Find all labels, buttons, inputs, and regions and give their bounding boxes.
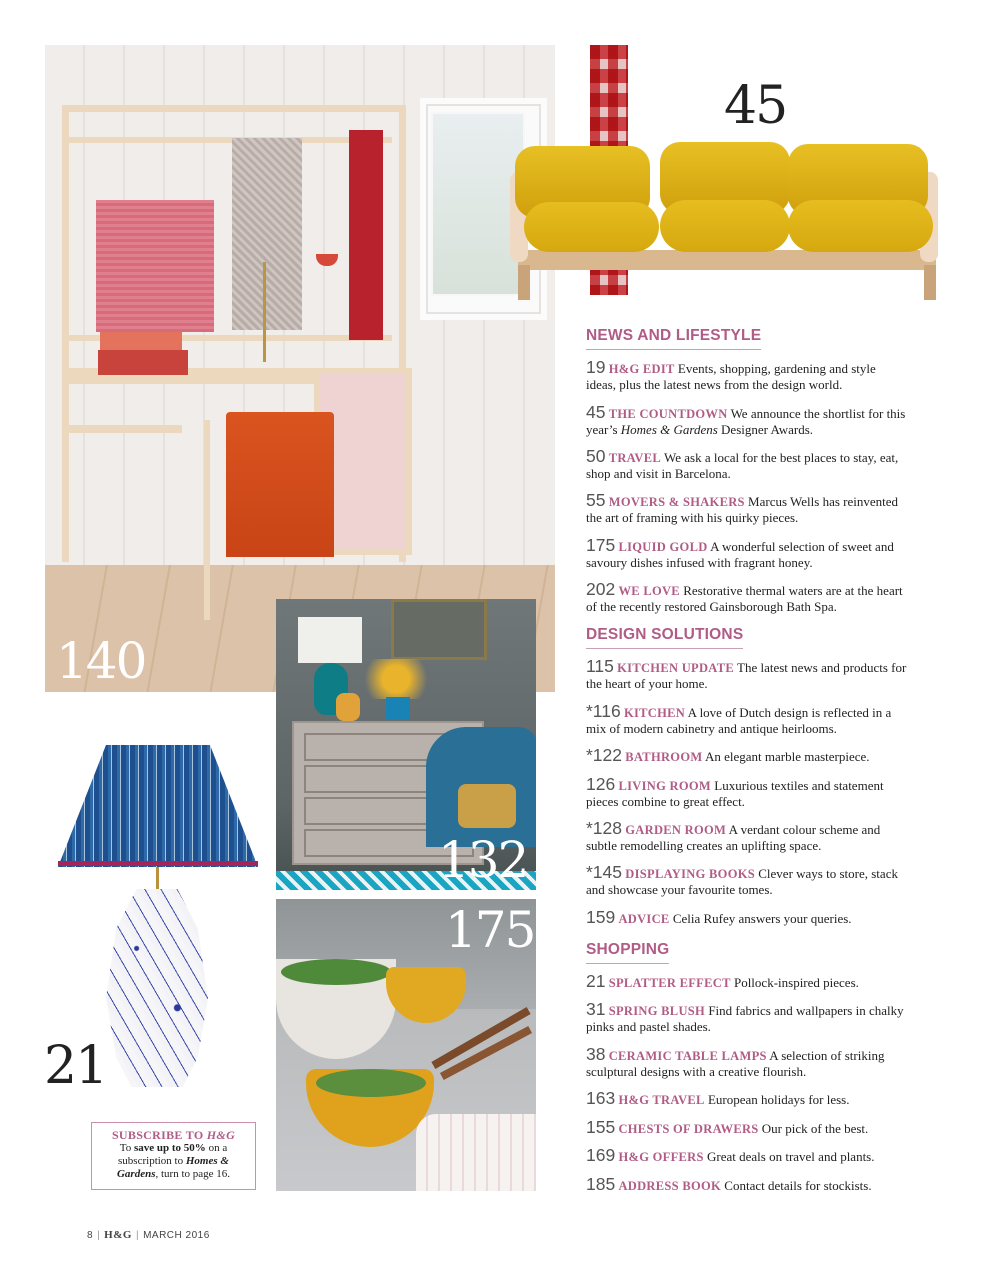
- entry-keyword: ADDRESS BOOK: [618, 1179, 722, 1193]
- contents-entry[interactable]: [586, 864, 908, 898]
- brass-lamp: [263, 262, 280, 362]
- entry-description: Clever ways to store, stack and showcase your favourite tomes.: [586, 866, 898, 897]
- entry-page-number: 31: [586, 999, 606, 1019]
- entry-description: European holidays for less.: [704, 1092, 850, 1107]
- contents-entry[interactable]: [586, 658, 908, 692]
- entry-description: A selection of striking sculptural designs with a creative flourish.: [586, 1048, 885, 1079]
- entry-page-number: *116: [586, 701, 621, 721]
- subscribe-title: SUBSCRIBE TO H&G: [111, 1128, 236, 1142]
- entry-page-number: 169: [586, 1145, 616, 1165]
- entry-keyword: H&G TRAVEL: [618, 1093, 705, 1107]
- page-number-132: 132: [438, 831, 528, 889]
- entry-page-number: *128: [586, 818, 623, 838]
- entry-emphasis: Homes & Gardens: [620, 422, 718, 437]
- sofa-leg-left: [518, 265, 530, 300]
- contents-entry[interactable]: [586, 973, 908, 991]
- contents-entry[interactable]: [586, 404, 908, 438]
- entry-page-number: 38: [586, 1044, 606, 1064]
- pink-textile: [96, 200, 214, 332]
- entry-keyword: H&G OFFERS: [618, 1150, 704, 1164]
- contents-entry[interactable]: [586, 359, 908, 393]
- red-textile: [349, 130, 383, 340]
- sofa-seat-2: [660, 200, 790, 252]
- entry-keyword: CERAMIC TABLE LAMPS: [608, 1049, 767, 1063]
- entry-keyword: SPLATTER EFFECT: [608, 976, 731, 990]
- entry-keyword: ADVICE: [618, 912, 670, 926]
- entry-description: The latest news and products for the heart of your home.: [586, 660, 907, 691]
- subscribe-box[interactable]: [91, 1122, 256, 1190]
- entry-keyword: CHESTS OF DRAWERS: [618, 1122, 759, 1136]
- splatter-base: [106, 889, 208, 1087]
- mirror: [391, 599, 487, 660]
- yellow-flowers: [356, 659, 436, 699]
- subscribe-line-2: subscription to Homes &: [118, 1155, 229, 1167]
- lamp-stem: [156, 867, 159, 889]
- lower-shelf: [62, 425, 182, 433]
- entry-page-number: 19: [586, 357, 606, 377]
- entry-description: An elegant marble masterpiece.: [702, 749, 870, 764]
- entry-description: We announce the shortlist for this year’s: [586, 406, 906, 437]
- entry-page-number: 50: [586, 446, 606, 466]
- contents-entry[interactable]: [586, 703, 908, 737]
- contents-entry[interactable]: [586, 747, 908, 765]
- entry-page-number: 202: [586, 579, 616, 599]
- blue-pot: [386, 697, 410, 719]
- sofa-seat-1: [524, 202, 659, 252]
- entry-description: Marcus Wells has reinvented the art of framing with his quirky pieces.: [586, 494, 899, 525]
- red-box: [98, 350, 188, 375]
- contents-entry[interactable]: [586, 492, 908, 526]
- entry-description: A verdant colour scheme and subtle remodelling creates an uplifting space.: [586, 822, 881, 853]
- entry-description: Luxurious textiles and statement pieces combine to great effect.: [586, 778, 884, 809]
- magazine-logo: H&G: [104, 1229, 132, 1241]
- entry-keyword: H&G EDIT: [608, 362, 675, 376]
- coral-box: [100, 332, 182, 350]
- entry-description: Find fabrics and wallpapers in chalky pinks and pastel shades.: [586, 1003, 904, 1034]
- entry-keyword: SPRING BLUSH: [608, 1004, 706, 1018]
- page-footer: 8 | H&G | MARCH 2016: [87, 1229, 210, 1241]
- contents-entry[interactable]: [586, 581, 908, 615]
- entry-keyword: KITCHEN UPDATE: [617, 661, 734, 675]
- yellow-bowl-back: [386, 967, 466, 1023]
- section-heading: NEWS AND LIFESTYLE: [586, 327, 761, 350]
- folio: 8: [87, 1230, 94, 1241]
- entry-description: We ask a local for the best places to stay, eat, shop and visit in Barcelona.: [586, 450, 899, 481]
- contents-entry[interactable]: [586, 1119, 908, 1137]
- entry-description: Our pick of the best.: [758, 1121, 869, 1136]
- page-number-140: 140: [56, 632, 146, 690]
- section-heading: SHOPPING: [586, 941, 669, 964]
- entry-description: Great deals on travel and plants.: [703, 1149, 875, 1164]
- subscribe-line-1: To save up to 50% on a: [119, 1142, 228, 1154]
- entry-keyword: TRAVEL: [608, 451, 662, 465]
- top-rail: [62, 137, 392, 143]
- entry-description: Pollock-inspired pieces.: [730, 975, 859, 990]
- contents-entry[interactable]: [586, 909, 908, 927]
- linen-napkin: [416, 1114, 536, 1191]
- subscribe-line-3: Gardens, turn to page 16.: [116, 1168, 231, 1180]
- issue-date: MARCH 2016: [143, 1230, 210, 1241]
- sofa-base: [518, 250, 936, 270]
- entry-description-tail: Designer Awards.: [717, 422, 813, 437]
- page-number-21: 21: [44, 1036, 107, 1096]
- entry-page-number: 185: [586, 1174, 616, 1194]
- entry-page-number: 155: [586, 1117, 616, 1137]
- yellow-sofa: [510, 140, 940, 305]
- contents-entry[interactable]: [586, 820, 908, 854]
- contents-entry[interactable]: [586, 1090, 908, 1108]
- entry-page-number: 126: [586, 774, 616, 794]
- entry-description: A love of Dutch design is reflected in a mix of modern cabinetry and antique heirlooms.: [586, 705, 892, 736]
- contents-entry[interactable]: [586, 1147, 908, 1165]
- entry-keyword: THE COUNTDOWN: [608, 407, 728, 421]
- entry-keyword: KITCHEN: [623, 706, 686, 720]
- shade-trim: [58, 861, 258, 866]
- entry-description: Celia Rufey answers your queries.: [669, 911, 852, 926]
- entry-page-number: 55: [586, 490, 606, 510]
- contents-panel: [555, 296, 907, 1208]
- entry-keyword: WE LOVE: [618, 584, 680, 598]
- page-number-45: 45: [724, 76, 787, 136]
- contents-entry[interactable]: [586, 776, 908, 810]
- contents-entry[interactable]: [586, 1001, 908, 1035]
- sofa-leg-right: [924, 265, 936, 300]
- entry-page-number: *145: [586, 862, 623, 882]
- sofa-seat-3: [788, 200, 933, 252]
- orange-throw: [226, 412, 334, 557]
- entry-page-number: 175: [586, 535, 616, 555]
- entry-page-number: *122: [586, 745, 623, 765]
- page-number-175: 175: [445, 901, 535, 959]
- contents-entry[interactable]: [586, 537, 908, 571]
- entry-page-number: 115: [586, 656, 614, 676]
- contents-entry[interactable]: [586, 1046, 908, 1080]
- salad-front-greens: [316, 1069, 426, 1097]
- salad-greens: [281, 959, 391, 985]
- entry-page-number: 159: [586, 907, 616, 927]
- lamp-shade: [298, 617, 362, 663]
- contents-entry[interactable]: [586, 448, 908, 482]
- entry-page-number: 163: [586, 1088, 616, 1108]
- contents-entry[interactable]: [586, 1176, 908, 1194]
- entry-description: A wonderful selection of sweet and savoury dishes infused with fragrant honey.: [586, 539, 894, 570]
- entry-keyword: BATHROOM: [625, 750, 703, 764]
- entry-page-number: 45: [586, 402, 606, 422]
- entry-description: Contact details for stockists.: [721, 1178, 872, 1193]
- chair-leg: [204, 420, 210, 620]
- entry-page-number: 21: [586, 971, 606, 991]
- entry-keyword: LIQUID GOLD: [618, 540, 708, 554]
- entry-description: Restorative thermal waters are at the heart of the recently restored Gainsborough Bath Spa.: [586, 583, 903, 614]
- section-heading: DESIGN SOLUTIONS: [586, 626, 743, 649]
- entry-keyword: GARDEN ROOM: [625, 823, 727, 837]
- entry-description: Events, shopping, gardening and style ideas, plus the latest news from the design world.: [586, 361, 876, 392]
- entry-keyword: LIVING ROOM: [618, 779, 711, 793]
- entry-keyword: DISPLAYING BOOKS: [625, 867, 755, 881]
- entry-keyword: MOVERS & SHAKERS: [608, 495, 745, 509]
- mustard-cushion: [458, 784, 516, 828]
- pleated-shade: [58, 745, 258, 867]
